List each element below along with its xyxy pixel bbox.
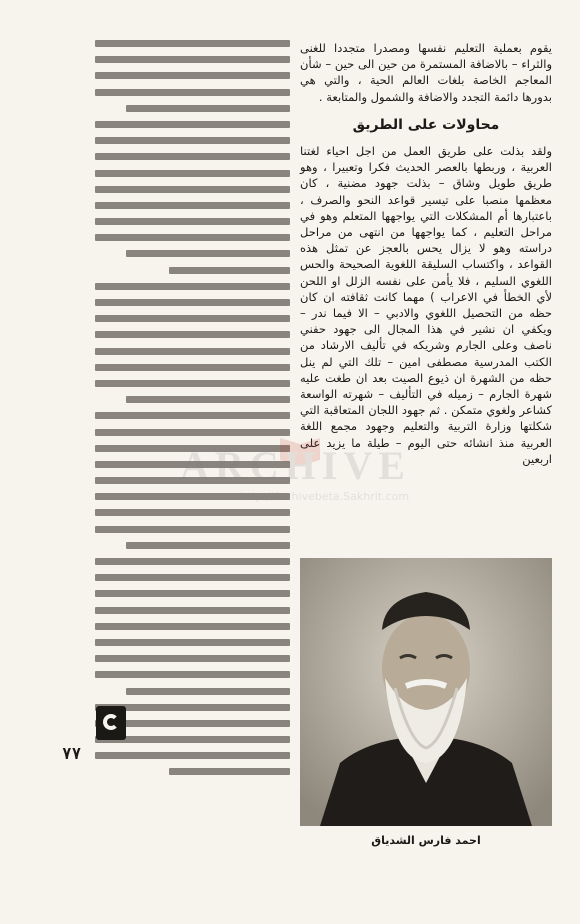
text-line (95, 186, 290, 193)
text-line (95, 72, 290, 79)
page-number: ٧٧ (62, 744, 82, 763)
text-line (95, 331, 290, 338)
text-line (126, 250, 290, 257)
text-line (95, 607, 290, 614)
text-line (95, 380, 290, 387)
text-line (95, 461, 290, 468)
text-line (95, 412, 290, 419)
text-line (95, 477, 290, 484)
photo-caption: احمد فارس الشدياق (371, 834, 481, 847)
text-line (95, 526, 290, 533)
text-line (95, 623, 290, 630)
text-line (95, 493, 290, 500)
text-line (95, 137, 290, 144)
text-line (95, 752, 290, 759)
text-line (95, 202, 290, 209)
text-line (126, 688, 290, 695)
text-line (95, 348, 290, 355)
text-line (95, 121, 290, 128)
text-line (95, 590, 290, 597)
text-line (169, 267, 290, 274)
text-line (95, 509, 290, 516)
text-line (95, 558, 290, 565)
portrait-illustration (300, 558, 552, 826)
text-line (95, 315, 290, 322)
watermark-url: http://Archivebeta.Sakhrit.com (240, 490, 410, 503)
text-line (95, 218, 290, 225)
text-line (169, 768, 290, 775)
text-line (95, 56, 290, 63)
intro-paragraph: يقوم بعملية التعليم نفسها ومصدرا متجددا للغنى والثراء – بالاضافة المستمرة من حين الى حين – شأن المعاجم الخاصة بلغات العالم الحية ، والتي هي بدورها دائمة التجدد والاضافة والشمول والمتابعة . (300, 41, 552, 104)
text-line (126, 396, 290, 403)
text-line (126, 105, 290, 112)
portrait-photo (300, 558, 552, 826)
text-line (95, 574, 290, 581)
text-line (95, 299, 290, 306)
watermark-text: ARCHIVE (180, 443, 411, 488)
section-heading: محاولات على الطريق (352, 116, 500, 133)
text-line (95, 153, 290, 160)
left-text-column (95, 40, 290, 785)
text-line (95, 40, 290, 47)
text-line (95, 655, 290, 662)
body-paragraph: ولقد بذلت على طريق العمل من اجل احياء لغتنا العربية ، وربطها بالعصر الحديث فكرا وتعبيرا ، وهو طريق طويل وشاق – بذلت جهود مضنية ، كان معظمها منصبا على تيسير قواعد النحو والصرف ، باعتبارها أم المشكلات التي يواجهها المتعلم وهو في مراحل التعليم ، كما يواجهها من انتهى من مراحل دراسته وهو لا يزال يحس بالعجز عن تمثل هذه القواعد ، واكتساب السليقة اللغوية الصحيحة والحس اللغوي السليم ، فلا يأمن على نفسه الزلل او اللحن لأي الخطأ في الاعراب ) مهما كانت ثقافته ان كان حظه من التحصيل اللغوي والادبي – الا فيما ندر – ويكفي ان نشير في هذا المجال الى جهود حفني ناصف وعلى الجارم وشريكه في تأليف الارشاد من الكتب المدرسية مصطفى امين – تلك التي لم ينل حظه من الشهرة ان ذيوع الصيت بعد ان طغت عليه شهرة الجارم – زميله في التأليف – شهرته الواسعة كشاعر ولغوي متمكن . ثم جهود اللجان المتعاقبة التي شكلتها وزارة التربية والتعليم وجهود مجمع اللغة العربية منذ انشائه حتى اليوم – طيلة ما يزيد على اربعين (300, 144, 552, 466)
text-line (126, 542, 290, 549)
text-line (95, 234, 290, 241)
text-line (95, 639, 290, 646)
right-text-column (300, 40, 552, 469)
text-line (95, 429, 290, 436)
text-line (95, 671, 290, 678)
text-line (95, 364, 290, 371)
text-line (95, 170, 290, 177)
publisher-logo (96, 706, 126, 740)
text-line (95, 283, 290, 290)
text-line (95, 89, 290, 96)
left-column-text-lines (95, 40, 290, 775)
text-line (95, 445, 290, 452)
